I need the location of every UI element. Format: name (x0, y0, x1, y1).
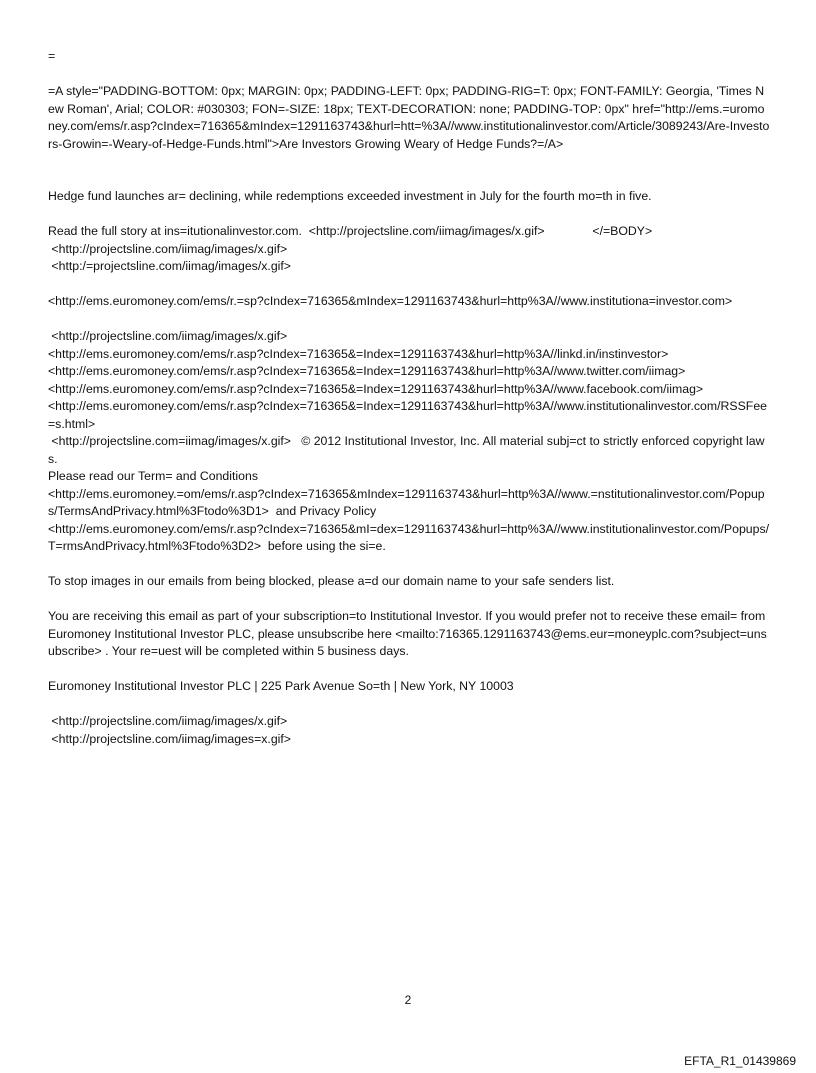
image-link-line: <http://projectsline.com/iimag/images/x.gif> (48, 241, 288, 256)
spacer (48, 206, 770, 224)
document-body (48, 48, 770, 748)
spacer (48, 66, 770, 84)
summary-line: Hedge fund launches ar= declining, while redemptions exceeded investment in July for the fourth mo=th in five. (48, 189, 652, 203)
terms-intro-line: Please read our Term= and Conditions (48, 469, 258, 483)
image-link-line: <http://projectsline.com/iimag/images=x.gif> (48, 731, 291, 746)
twitter-link-line: <http://ems.euromoney.com/ems/r.asp?cIndex=716365&=Index=1291163743&hurl=http%3A//www.twitter.com/iimag> (48, 364, 686, 378)
linkedin-link-line: <http://ems.euromoney.com/ems/r.asp?cIndex=716365&=Index=1291163743&hurl=http%3A//linkd.in/instinvestor> (48, 346, 669, 361)
facebook-link-line: <http://ems.euromoney.com/ems/r.asp?cIndex=716365&=Index=1291163743&hurl=http%3A//www.facebook.com/iimag> (48, 381, 704, 396)
spacer (48, 696, 770, 714)
image-link-line: <http://projectsline.com/iimag/images/x.gif> (48, 329, 288, 343)
spacer (48, 661, 770, 679)
rss-link-line: <http://ems.euromoney.com/ems/r.asp?cIndex=716365&=Index=1291163743&hurl=http%3A//www.institutionalinvestor.com/RSSFee=s.html> (48, 399, 767, 431)
image-link-line: <http:/=projectsline.com/iimag/images/x.gif> (48, 259, 291, 273)
spacer (48, 311, 770, 329)
anchor-tag-source: =A style="PADDING-BOTTOM: 0px; MARGIN: 0px; PADDING-LEFT: 0px; PADDING-RIG=T: 0px; FONT-FAMILY: Georgia, 'Times New Roman', Arial; COLOR: #030303; FON=-SIZE: 18px; TEXT-DECORATION: none; PADDING-TOP: 0px" href="http://ems.=uromoney.com/ems/r.asp?cIndex=716365&mIndex=1291163743&hurl=htt=%3A//www.institutionalinvestor.com/Article/3089243/Are-Investors-Growin=-Weary-of-Hedge-Funds.html">Are Investors Growing Weary of Hedge Funds?=/A> (48, 84, 770, 151)
spacer (48, 556, 770, 574)
company-address-line: Euromoney Institutional Investor PLC | 225 Park Avenue So=th | New York, NY 10003 (48, 679, 514, 693)
spacer (48, 591, 770, 609)
unsubscribe-paragraph: You are receiving this email as part of your subscription=to Institutional Investor. If you would prefer not to receive these email= from Euromoney Institutional Investor PLC, please unsubscribe here <mailto:716365.1291163743@ems.eur=moneyplc.com?subject=unsubscribe> . Your re=uest will be completed within 5 business days. (48, 609, 769, 658)
read-full-story-line: Read the full story at ins=itutionalinvestor.com. <http://projectsline.com/iimag/images/x.gif> </=BODY> (48, 224, 653, 238)
spacer (48, 276, 770, 294)
privacy-link-line: <http://ems.euromoney.com/ems/r.asp?cIndex=716365&mI=dex=1291163743&hurl=http%3A//www.institutionalinvestor.com/Popups/T=rmsAndPrivacy.html%3Ftodo%3D2> before using the si=e. (48, 521, 770, 553)
page-number: 2 (404, 993, 412, 1007)
terms-link-line: <http://ems.euromoney.=om/ems/r.asp?cIndex=716365&mIndex=1291163743&hurl=http%3A//www.=nstitutionalinvestor.com/Popups/TermsAndPrivacy.html%3Ftodo%3D1> and Privacy Policy (48, 486, 765, 518)
image-link-line: <http://projectsline.com/iimag/images/x.gif> (48, 714, 288, 728)
equals-marker: = (48, 49, 56, 63)
spacer (48, 153, 770, 188)
safe-senders-line: To stop images in our emails from being blocked, please a=d our domain name to your safe senders list. (48, 574, 615, 588)
footer-document-id: EFTA_R1_01439869 (684, 1054, 796, 1068)
copyright-line: <http://projectsline.com=iimag/images/x.gif> © 2012 Institutional Investor, Inc. All material subj=ct to strictly enforced copyright laws. (48, 434, 765, 466)
tracking-link-line: <http://ems.euromoney.com/ems/r.=sp?cIndex=716365&mIndex=1291163743&hurl=http%3A//www.institutiona=investor.com> (48, 294, 733, 308)
